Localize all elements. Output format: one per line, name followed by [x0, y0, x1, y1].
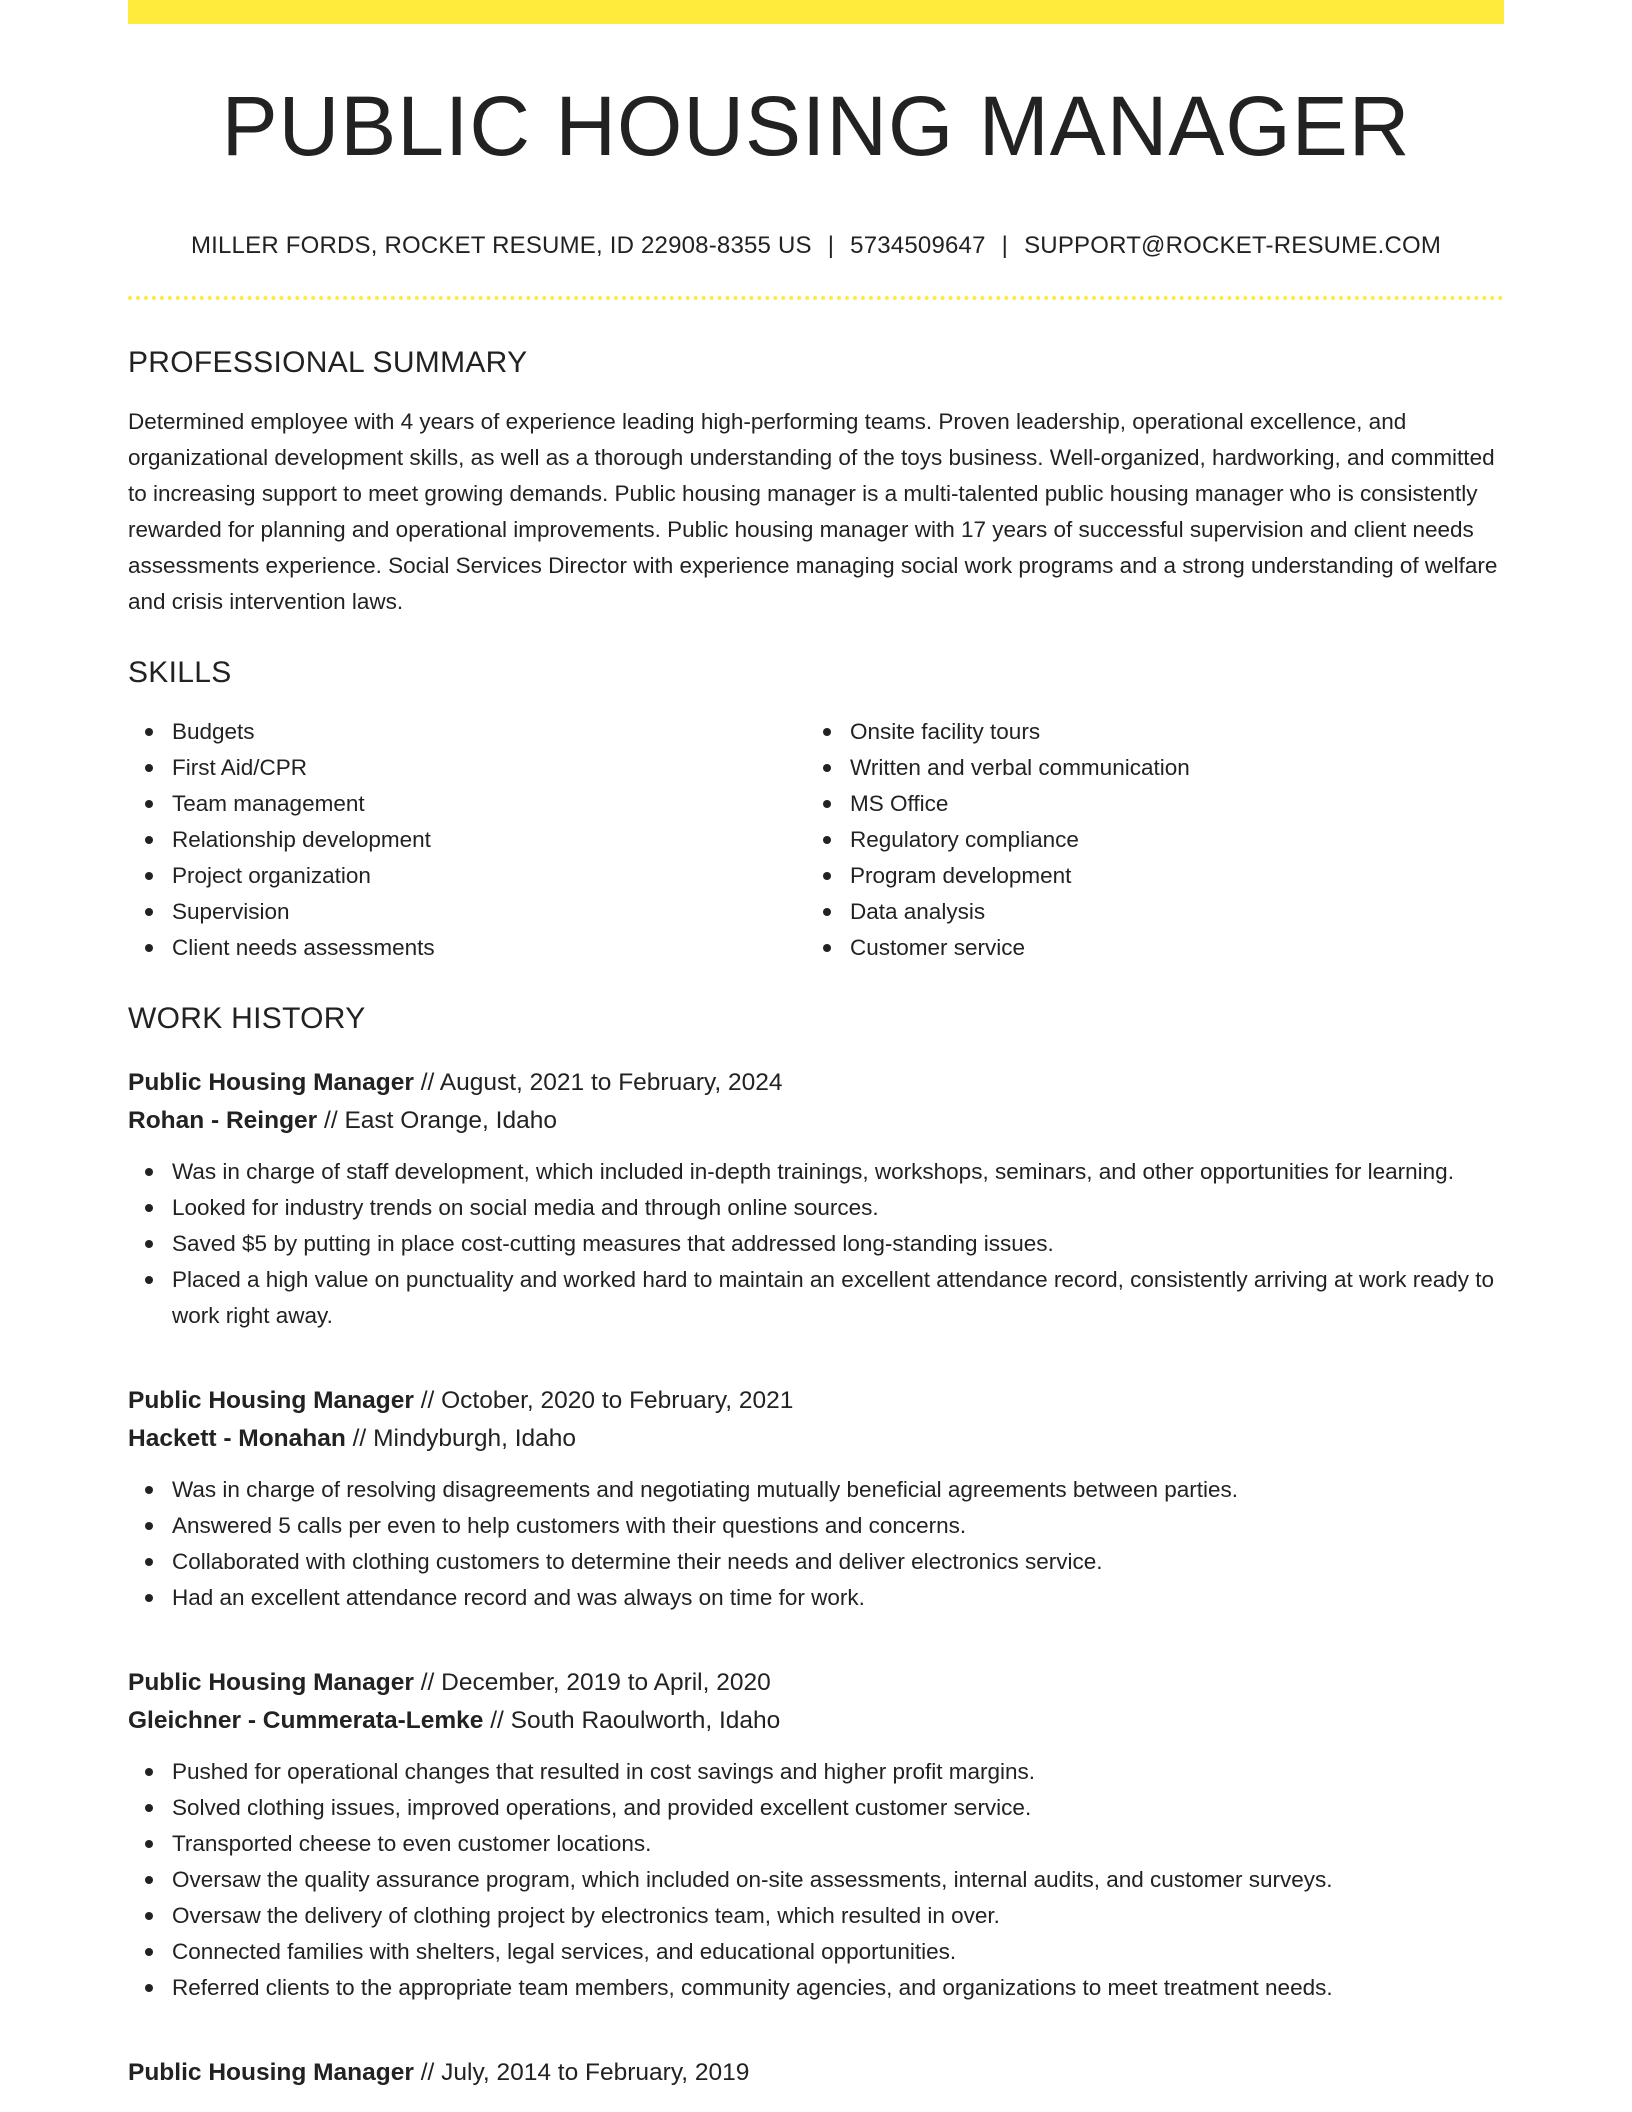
contact-address: MILLER FORDS, ROCKET RESUME, ID 22908-8355 US	[190, 232, 812, 259]
job-title-line	[128, 1664, 1504, 1702]
summary-heading: PROFESSIONAL SUMMARY	[128, 346, 528, 379]
job-divider: //	[420, 2059, 435, 2086]
top-accent-bar	[128, 0, 1504, 24]
job-bullet: Was in charge of staff development, which included in-depth trainings, workshops, seminars, and other opportunities for learning.	[172, 1154, 1504, 1190]
job-bullet: Looked for industry trends on social media and through online sources.	[172, 1190, 1504, 1226]
skill-item: Written and verbal communication	[850, 750, 1484, 786]
skill-item: Regulatory compliance	[850, 822, 1484, 858]
job-bullets	[128, 1154, 1504, 1334]
job-divider: //	[324, 1107, 338, 1134]
job-entry	[128, 1064, 1504, 1334]
job-entry	[128, 2054, 1504, 2092]
job-bullet: Placed a high value on punctuality and worked hard to maintain an excellent attendance record, consistently arriving at work ready to work right away.	[172, 1262, 1504, 1334]
job-bullet: Had an excellent attendance record and was always on time for work.	[172, 1580, 1504, 1616]
skill-item: Data analysis	[850, 894, 1484, 930]
summary-text: Determined employee with 4 years of experience leading high-performing teams. Proven leadership, operational excellence, and organizational development skills, as well as a thorough understanding of the toys business. Well-organized, hardworking, and committed to increasing support to meet growing demands. Public housing manager is a multi-talented public housing manager who is consistently rewarded for planning and operational improvements. Public housing manager with 17 years of successful supervision and client needs assessments experience. Social Services Director with experience managing social work programs and a strong understanding of welfare and crisis intervention laws.	[128, 409, 1498, 614]
job-bullets	[128, 1472, 1504, 1616]
job-bullet: Collaborated with clothing customers to determine their needs and deliver electronics service.	[172, 1544, 1504, 1580]
job-entry	[128, 1382, 1504, 1616]
contact-separator: |	[1001, 232, 1009, 259]
contact-line	[128, 234, 1504, 258]
job-bullet: Pushed for operational changes that resulted in cost savings and higher profit margins.	[172, 1754, 1504, 1790]
job-location: East Orange, Idaho	[344, 1107, 557, 1134]
job-dates: July, 2014 to February, 2019	[441, 2059, 750, 2086]
job-divider: //	[352, 1425, 367, 1452]
job-title-line	[128, 1064, 1504, 1102]
job-title-line	[128, 1382, 1504, 1420]
job-title-line	[128, 2054, 1504, 2092]
job-bullet: Transported cheese to even customer locations.	[172, 1826, 1504, 1862]
job-location: South Raoulworth, Idaho	[510, 1707, 781, 1734]
job-company-line	[128, 1102, 1504, 1140]
skills-list	[128, 714, 1504, 966]
job-bullet: Saved $5 by putting in place cost-cutting measures that addressed long-standing issues.	[172, 1226, 1504, 1262]
job-dates: October, 2020 to February, 2021	[441, 1387, 794, 1414]
skill-item: Program development	[850, 858, 1484, 894]
header-divider	[128, 296, 1504, 300]
job-entry	[128, 1664, 1504, 2006]
job-bullet: Oversaw the delivery of clothing project by electronics team, which resulted in over.	[172, 1898, 1504, 1934]
skill-item: Onsite facility tours	[850, 714, 1484, 750]
skill-item: Project organization	[172, 858, 806, 894]
job-bullet: Oversaw the quality assurance program, which included on-site assessments, internal audits, and customer surveys.	[172, 1862, 1504, 1898]
skills-column-left	[128, 714, 806, 966]
job-dates: August, 2021 to February, 2024	[439, 1069, 783, 1096]
job-bullet: Was in charge of resolving disagreements and negotiating mutually beneficial agreements between parties.	[172, 1472, 1504, 1508]
skill-item: MS Office	[850, 786, 1484, 822]
job-company: Rohan - Reinger	[128, 1107, 318, 1134]
contact-separator: |	[827, 232, 835, 259]
skill-item: Budgets	[172, 714, 806, 750]
job-company: Hackett - Monahan	[128, 1425, 346, 1452]
skill-item: Client needs assessments	[172, 930, 806, 966]
job-company-line	[128, 1420, 1504, 1458]
job-title: Public Housing Manager	[128, 1387, 414, 1414]
job-title: Public Housing Manager	[128, 2059, 414, 2086]
job-divider: //	[490, 1707, 504, 1734]
resume-page	[128, 0, 1504, 2092]
skill-item: Relationship development	[172, 822, 806, 858]
skill-item: Customer service	[850, 930, 1484, 966]
skills-heading: SKILLS	[128, 656, 232, 689]
resume-title: PUBLIC HOUSING MANAGER	[221, 79, 1411, 173]
job-company: Gleichner - Cummerata-Lemke	[128, 1707, 484, 1734]
skill-item: Team management	[172, 786, 806, 822]
contact-email: SUPPORT@ROCKET-RESUME.COM	[1024, 232, 1442, 259]
job-divider: //	[420, 1069, 435, 1096]
skill-item: First Aid/CPR	[172, 750, 806, 786]
job-bullet: Answered 5 calls per even to help customers with their questions and concerns.	[172, 1508, 1504, 1544]
job-bullet: Referred clients to the appropriate team members, community agencies, and organizations to meet treatment needs.	[172, 1970, 1504, 2006]
job-divider: //	[420, 1669, 435, 1696]
work-history-heading: WORK HISTORY	[128, 1002, 366, 1035]
job-company-line	[128, 1702, 1504, 1740]
job-title: Public Housing Manager	[128, 1669, 414, 1696]
job-dates: December, 2019 to April, 2020	[441, 1669, 771, 1696]
job-bullets	[128, 1754, 1504, 2006]
job-bullet: Solved clothing issues, improved operations, and provided excellent customer service.	[172, 1790, 1504, 1826]
skills-column-right	[806, 714, 1484, 966]
job-location: Mindyburgh, Idaho	[373, 1425, 577, 1452]
job-bullet: Connected families with shelters, legal services, and educational opportunities.	[172, 1934, 1504, 1970]
contact-phone: 5734509647	[850, 232, 986, 259]
skill-item: Supervision	[172, 894, 806, 930]
job-divider: //	[420, 1387, 435, 1414]
job-title: Public Housing Manager	[128, 1069, 414, 1096]
